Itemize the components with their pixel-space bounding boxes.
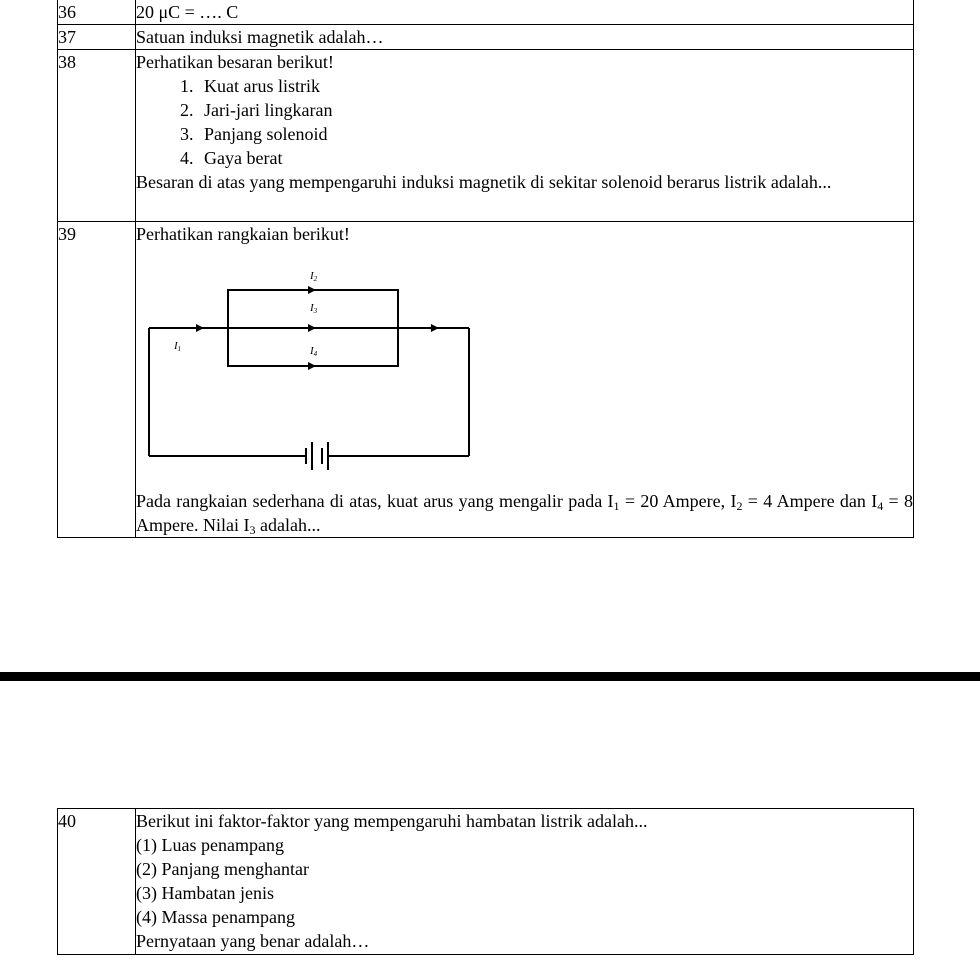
- question-text: Pernyataan yang benar adalah…: [136, 931, 370, 951]
- question-body: [136, 222, 914, 538]
- question-number: 38: [58, 50, 136, 222]
- question-row-39: [58, 222, 914, 538]
- question-text: Pada rangkaian sederhana di atas, kuat arus yang mengalir pada $I_1 = 20$ Ampere, $I_2 = 4$ Ampere dan $I_4 = 8$ Ampere. Nilai $I_3$ adalah...: [136, 491, 914, 537]
- quantity-list: [136, 74, 913, 170]
- question-text: Besaran di atas yang mempengaruhi induksi magnetik di sekitar solenoid berarus listrik adalah...: [136, 172, 832, 192]
- list-item: (4) Massa penampang: [136, 907, 295, 927]
- arrow-i2-icon: [308, 286, 316, 294]
- list-item: (1) Luas penampang: [136, 835, 284, 855]
- question-row-36: [58, 0, 914, 25]
- question-row-37: [58, 25, 914, 50]
- list-item: 3. Panjang solenoid: [198, 122, 913, 146]
- question-row-38: [58, 50, 914, 222]
- question-number: 36: [58, 0, 136, 25]
- question-row-40: [58, 809, 914, 955]
- question-number: 40: [58, 809, 136, 955]
- battery-icon: [306, 442, 328, 470]
- list-item: 2. Jari-jari lingkaran: [198, 98, 913, 122]
- list-item: 1. Kuat arus listrik: [198, 74, 913, 98]
- label-i3: I3: [310, 302, 318, 315]
- question-intro: Perhatikan rangkaian berikut!: [136, 224, 350, 244]
- list-item: (3) Hambatan jenis: [136, 883, 274, 903]
- question-text: 20 μC = …. C: [136, 0, 914, 25]
- label-i4: I4: [310, 345, 318, 358]
- list-item: 4. Gaya berat: [198, 146, 913, 170]
- circuit-diagram: [146, 260, 486, 475]
- question-intro: Berikut ini faktor-faktor yang mempengaruhi hambatan listrik adalah...: [136, 811, 648, 831]
- question-body: [136, 809, 914, 955]
- question-table-bottom: [57, 808, 914, 955]
- label-i1: I1: [174, 340, 182, 353]
- page-divider: [0, 672, 980, 681]
- arrow-i3-icon: [308, 324, 316, 332]
- question-number: 39: [58, 222, 136, 538]
- question-number: 37: [58, 25, 136, 50]
- arrow-out-icon: [431, 324, 439, 332]
- list-item: (2) Panjang menghantar: [136, 859, 309, 879]
- question-intro: Perhatikan besaran berikut!: [136, 52, 334, 72]
- arrow-i1-icon: [196, 324, 204, 332]
- question-text: Satuan induksi magnetik adalah…: [136, 25, 914, 50]
- question-table-top: [57, 0, 914, 538]
- question-body: [136, 50, 914, 222]
- label-i2: I2: [310, 270, 318, 283]
- arrow-i4-icon: [308, 362, 316, 370]
